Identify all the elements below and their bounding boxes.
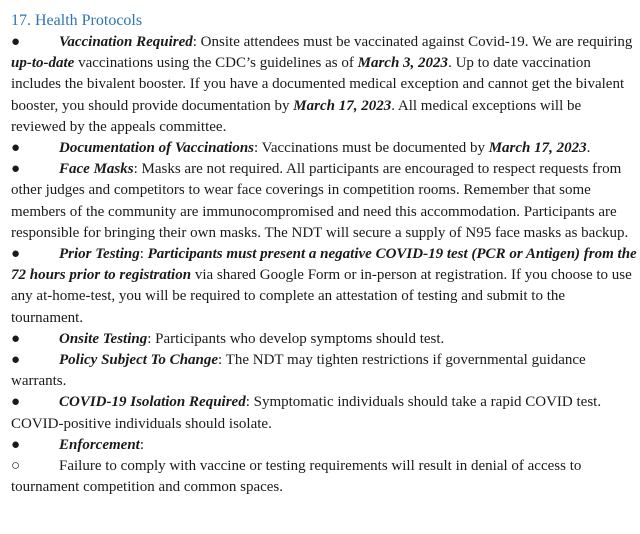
item-text: :: [139, 246, 148, 263]
sub-list-item-failure: [11, 456, 637, 498]
list-item-onsite-testing: [11, 329, 637, 350]
hollow-bullet-icon: ○: [11, 458, 21, 475]
item-term: Prior Testing: [59, 246, 140, 263]
emphasis-text: Participants must present a negative COVID-19 test (PCR or Antigen) from the 72 hours prior to registration: [11, 246, 637, 284]
item-text: : Onsite attendees must be vaccinated against Covid-19. We are requiring: [192, 34, 633, 50]
item-text: : The NDT may tighten restrictions if governmental guidance warrants.: [11, 352, 586, 390]
list-item-face-masks: [11, 159, 637, 244]
item-text: Failure to comply with vaccine or testing requirements will result in denial of access to tournament competition and common spaces.: [11, 458, 582, 496]
item-term: Enforcement: [59, 436, 140, 453]
bullet-icon: ●: [11, 352, 21, 369]
document-body: [11, 10, 637, 498]
item-term: Vaccination Required: [59, 34, 193, 50]
date-text: March 17, 2023: [293, 97, 392, 114]
bullet-icon: ●: [11, 34, 21, 50]
list-item-policy-change: [11, 350, 637, 392]
section-heading: 17. Health Protocols: [11, 12, 143, 29]
list-item-prior-testing: [11, 244, 637, 329]
emphasis-text: up-to-date: [11, 55, 75, 72]
bullet-icon: ●: [11, 161, 21, 178]
item-text: . Up to date vaccination includes the bivalent booster. If you have a documented medical exception and cannot get the bivalent booster, you should provide documentation by: [11, 55, 625, 114]
bullet-icon: ●: [11, 330, 21, 347]
item-text: . All medical exceptions will be reviewed by the appeals committee.: [11, 97, 582, 135]
item-term: COVID-19 Isolation Required: [59, 394, 246, 411]
item-text: : Masks are not required. All participants are encouraged to respect requests from other judges and competitors to wear face coverings in competition rooms. Remember that some members of the community are immunocompromised and need this accommodation. Participants are responsible for bringing their own masks. The NDT will secure a supply of N95 face masks as backup.: [11, 161, 629, 241]
date-text: March 17, 2023: [488, 140, 587, 157]
list-item-documentation: [11, 138, 637, 159]
list-item-isolation: [11, 392, 637, 434]
item-text: : Symptomatic individuals should take a rapid COVID test. COVID-positive individuals should isolate.: [11, 394, 602, 432]
item-term: Documentation of Vaccinations: [59, 140, 255, 157]
item-text: : Vaccinations must be documented by: [254, 140, 489, 157]
item-term: Policy Subject To Change: [59, 352, 219, 369]
bullet-icon: ●: [11, 140, 21, 157]
item-text: via shared Google Form or in-person at registration. If you choose to use any at-home-test, you will be required to complete an attestation of testing and submit to the tournament.: [11, 267, 632, 326]
bullet-icon: ●: [11, 394, 21, 411]
bullet-icon: ●: [11, 436, 21, 453]
bullet-icon: ●: [11, 246, 21, 263]
item-text: vaccinations using the CDC’s guidelines as of: [74, 55, 358, 72]
item-term: Face Masks: [59, 161, 134, 178]
item-text: .: [586, 140, 591, 157]
item-text: : Participants who develop symptoms should test.: [147, 330, 445, 347]
list-item-vaccination-required: [11, 32, 637, 138]
list-item-enforcement: [11, 435, 637, 456]
date-text: March 3, 2023: [357, 55, 449, 72]
item-term: Onsite Testing: [59, 330, 148, 347]
item-text: :: [139, 436, 145, 453]
